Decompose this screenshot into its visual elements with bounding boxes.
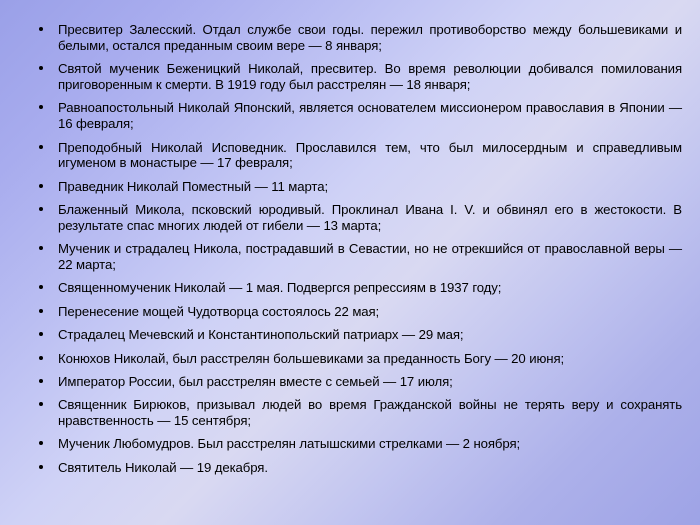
bullet-dot-icon	[39, 441, 43, 445]
list-item-text: Святой мученик Беженицкий Николай, пресвитер. Во время революции добивался помилования приговоренным к смерти. В 1919 году был расстрелян — 18 января;	[58, 61, 682, 93]
list-item	[30, 241, 682, 273]
list-item	[30, 327, 682, 343]
list-item	[30, 61, 682, 93]
bullet-dot-icon	[39, 184, 43, 188]
list-item	[30, 100, 682, 132]
bullet-dot-icon	[39, 27, 43, 31]
bullet-dot-icon	[39, 105, 43, 109]
list-item-text: Мученик Любомудров. Был расстрелян латышскими стрелками — 2 ноября;	[58, 436, 521, 452]
list-item-text: Преподобный Николай Исповедник. Прославился тем, что был милосердным и справедливым игуменом в монастыре — 17 февраля;	[58, 139, 682, 171]
list-item-text: Мученик и страдалец Никола, пострадавший в Севастии, но не отрекшийся от православной веры — 22 марта;	[58, 241, 682, 273]
list-item	[30, 280, 682, 296]
list-item	[30, 304, 682, 320]
list-item	[30, 351, 682, 367]
list-item	[30, 140, 682, 172]
bullet-dot-icon	[39, 309, 43, 313]
list-item-text: Святитель Николай — 19 декабря.	[58, 459, 268, 475]
list-item-text: Праведник Николай Поместный — 11 марта;	[58, 178, 329, 194]
list-item-text: Блаженный Микола, псковский юродивый. Проклинал Ивана I. V. и обвинял его в жестокости. В результате спас многих людей от гибели — 13 марта;	[58, 202, 682, 233]
list-item	[30, 436, 682, 452]
bullet-dot-icon	[39, 332, 43, 336]
bullet-dot-icon	[39, 379, 43, 383]
list-item-text: Император России, был расстрелян вместе с семьей — 17 июля;	[58, 373, 453, 389]
bullet-dot-icon	[39, 246, 43, 250]
list-item	[30, 374, 682, 390]
bullet-list	[30, 22, 682, 476]
list-item	[30, 179, 682, 195]
list-item-text: Страдалец Мечевский и Константинопольский патриарх — 29 мая;	[58, 327, 464, 343]
bullet-dot-icon	[39, 207, 43, 211]
list-item-text: Перенесение мощей Чудотворца состоялось 22 мая;	[58, 303, 380, 319]
list-item	[30, 202, 682, 234]
list-item	[30, 22, 682, 54]
list-item-text: Пресвитер Залесский. Отдал службе свои годы. пережил противоборство между большевиками и белыми, остался преданным своим вере — 8 января;	[58, 22, 682, 53]
bullet-dot-icon	[39, 465, 43, 469]
bullet-dot-icon	[39, 145, 43, 149]
list-item	[30, 397, 682, 429]
list-item-text: Священник Бирюков, призывал людей во время Гражданской войны не терять веру и сохранять нравственность — 15 сентября;	[58, 397, 682, 429]
list-item	[30, 460, 682, 476]
list-item-text: Равноапостольный Николай Японский, является основателем миссионером православия в Японии — 16 февраля;	[58, 100, 682, 132]
bullet-dot-icon	[39, 356, 43, 360]
list-item-text: Священномученик Николай — 1 мая. Подвергся репрессиям в 1937 году;	[58, 280, 502, 296]
bullet-dot-icon	[39, 402, 43, 406]
slide-content	[30, 22, 682, 515]
list-item-text: Конюхов Николай, был расстрелян большевиками за преданность Богу — 20 июня;	[58, 350, 565, 366]
bullet-dot-icon	[39, 285, 43, 289]
bullet-dot-icon	[39, 66, 43, 70]
